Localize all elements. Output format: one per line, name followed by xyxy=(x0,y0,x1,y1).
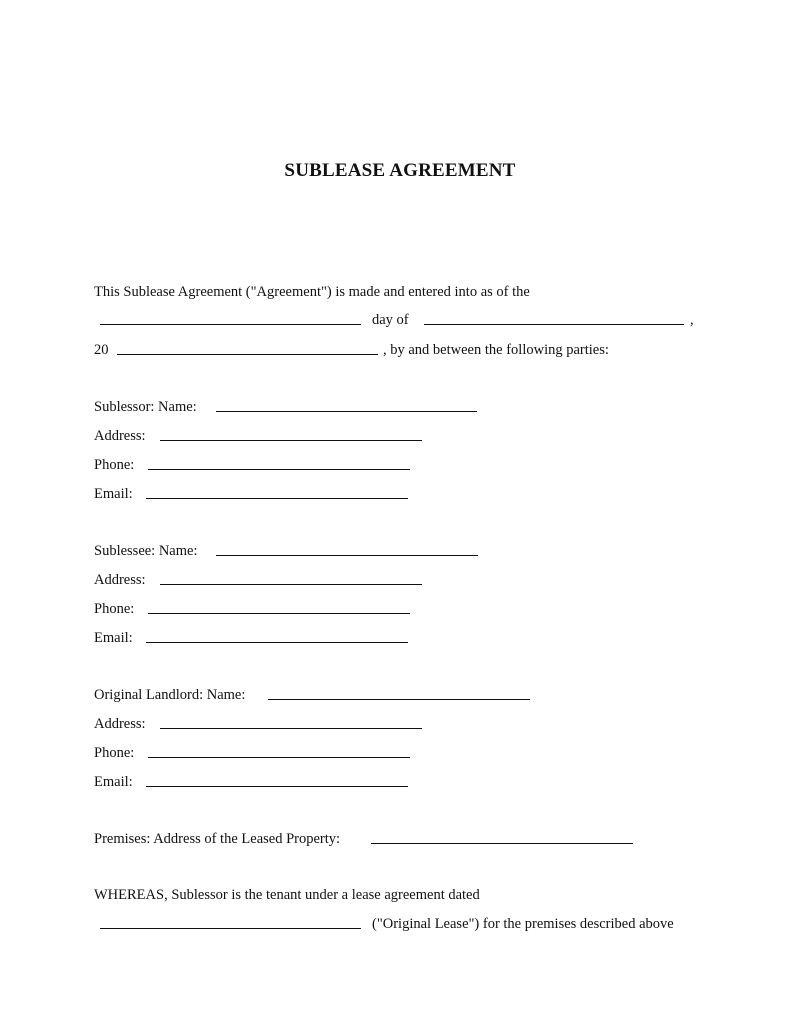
landlord-email-blank[interactable] xyxy=(146,786,408,787)
sublessor-email-blank[interactable] xyxy=(146,498,408,499)
sublessee-address-blank[interactable] xyxy=(160,584,422,585)
landlord-address-blank[interactable] xyxy=(160,728,422,729)
sublessor-email-label: Email: xyxy=(94,486,133,502)
sublessor-phone-label: Phone: xyxy=(94,457,135,473)
intro-date-blank[interactable] xyxy=(100,324,361,325)
original-lease-date-blank[interactable] xyxy=(100,928,361,929)
landlord-phone-blank[interactable] xyxy=(148,757,410,758)
landlord-name-label: Original Landlord: Name: xyxy=(94,687,246,703)
intro-comma: , xyxy=(690,312,694,328)
intro-by-between-text: , by and between the following parties: xyxy=(383,342,609,358)
sublessee-name-blank[interactable] xyxy=(216,555,478,556)
intro-line-1: This Sublease Agreement ("Agreement") is made and entered into as of the xyxy=(94,284,530,300)
landlord-address-label: Address: xyxy=(94,716,146,732)
landlord-name-blank[interactable] xyxy=(268,699,530,700)
sublessor-name-label: Sublessor: Name: xyxy=(94,399,197,415)
sublessee-phone-label: Phone: xyxy=(94,601,135,617)
sublessor-address-label: Address: xyxy=(94,428,146,444)
landlord-email-label: Email: xyxy=(94,774,133,790)
sublessee-name-label: Sublessee: Name: xyxy=(94,543,198,559)
sublessor-phone-blank[interactable] xyxy=(148,469,410,470)
intro-month-blank[interactable] xyxy=(424,324,684,325)
sublessor-name-blank[interactable] xyxy=(216,411,477,412)
sublessor-address-blank[interactable] xyxy=(160,440,422,441)
sublessee-address-label: Address: xyxy=(94,572,146,588)
premises-label: Premises: Address of the Leased Property: xyxy=(94,831,341,847)
sublessee-email-blank[interactable] xyxy=(146,642,408,643)
whereas-line-2: ("Original Lease") for the premises described above xyxy=(372,916,674,932)
intro-year-prefix: 20 xyxy=(94,342,109,358)
intro-day-of-text: day of xyxy=(372,312,409,328)
sublessee-phone-blank[interactable] xyxy=(148,613,410,614)
whereas-line-1: WHEREAS, Sublessor is the tenant under a lease agreement dated xyxy=(94,887,480,903)
document-title: SUBLEASE AGREEMENT xyxy=(284,160,516,181)
sublessee-email-label: Email: xyxy=(94,630,133,646)
premises-address-blank[interactable] xyxy=(371,843,633,844)
intro-year-blank[interactable] xyxy=(117,354,378,355)
landlord-phone-label: Phone: xyxy=(94,745,135,761)
